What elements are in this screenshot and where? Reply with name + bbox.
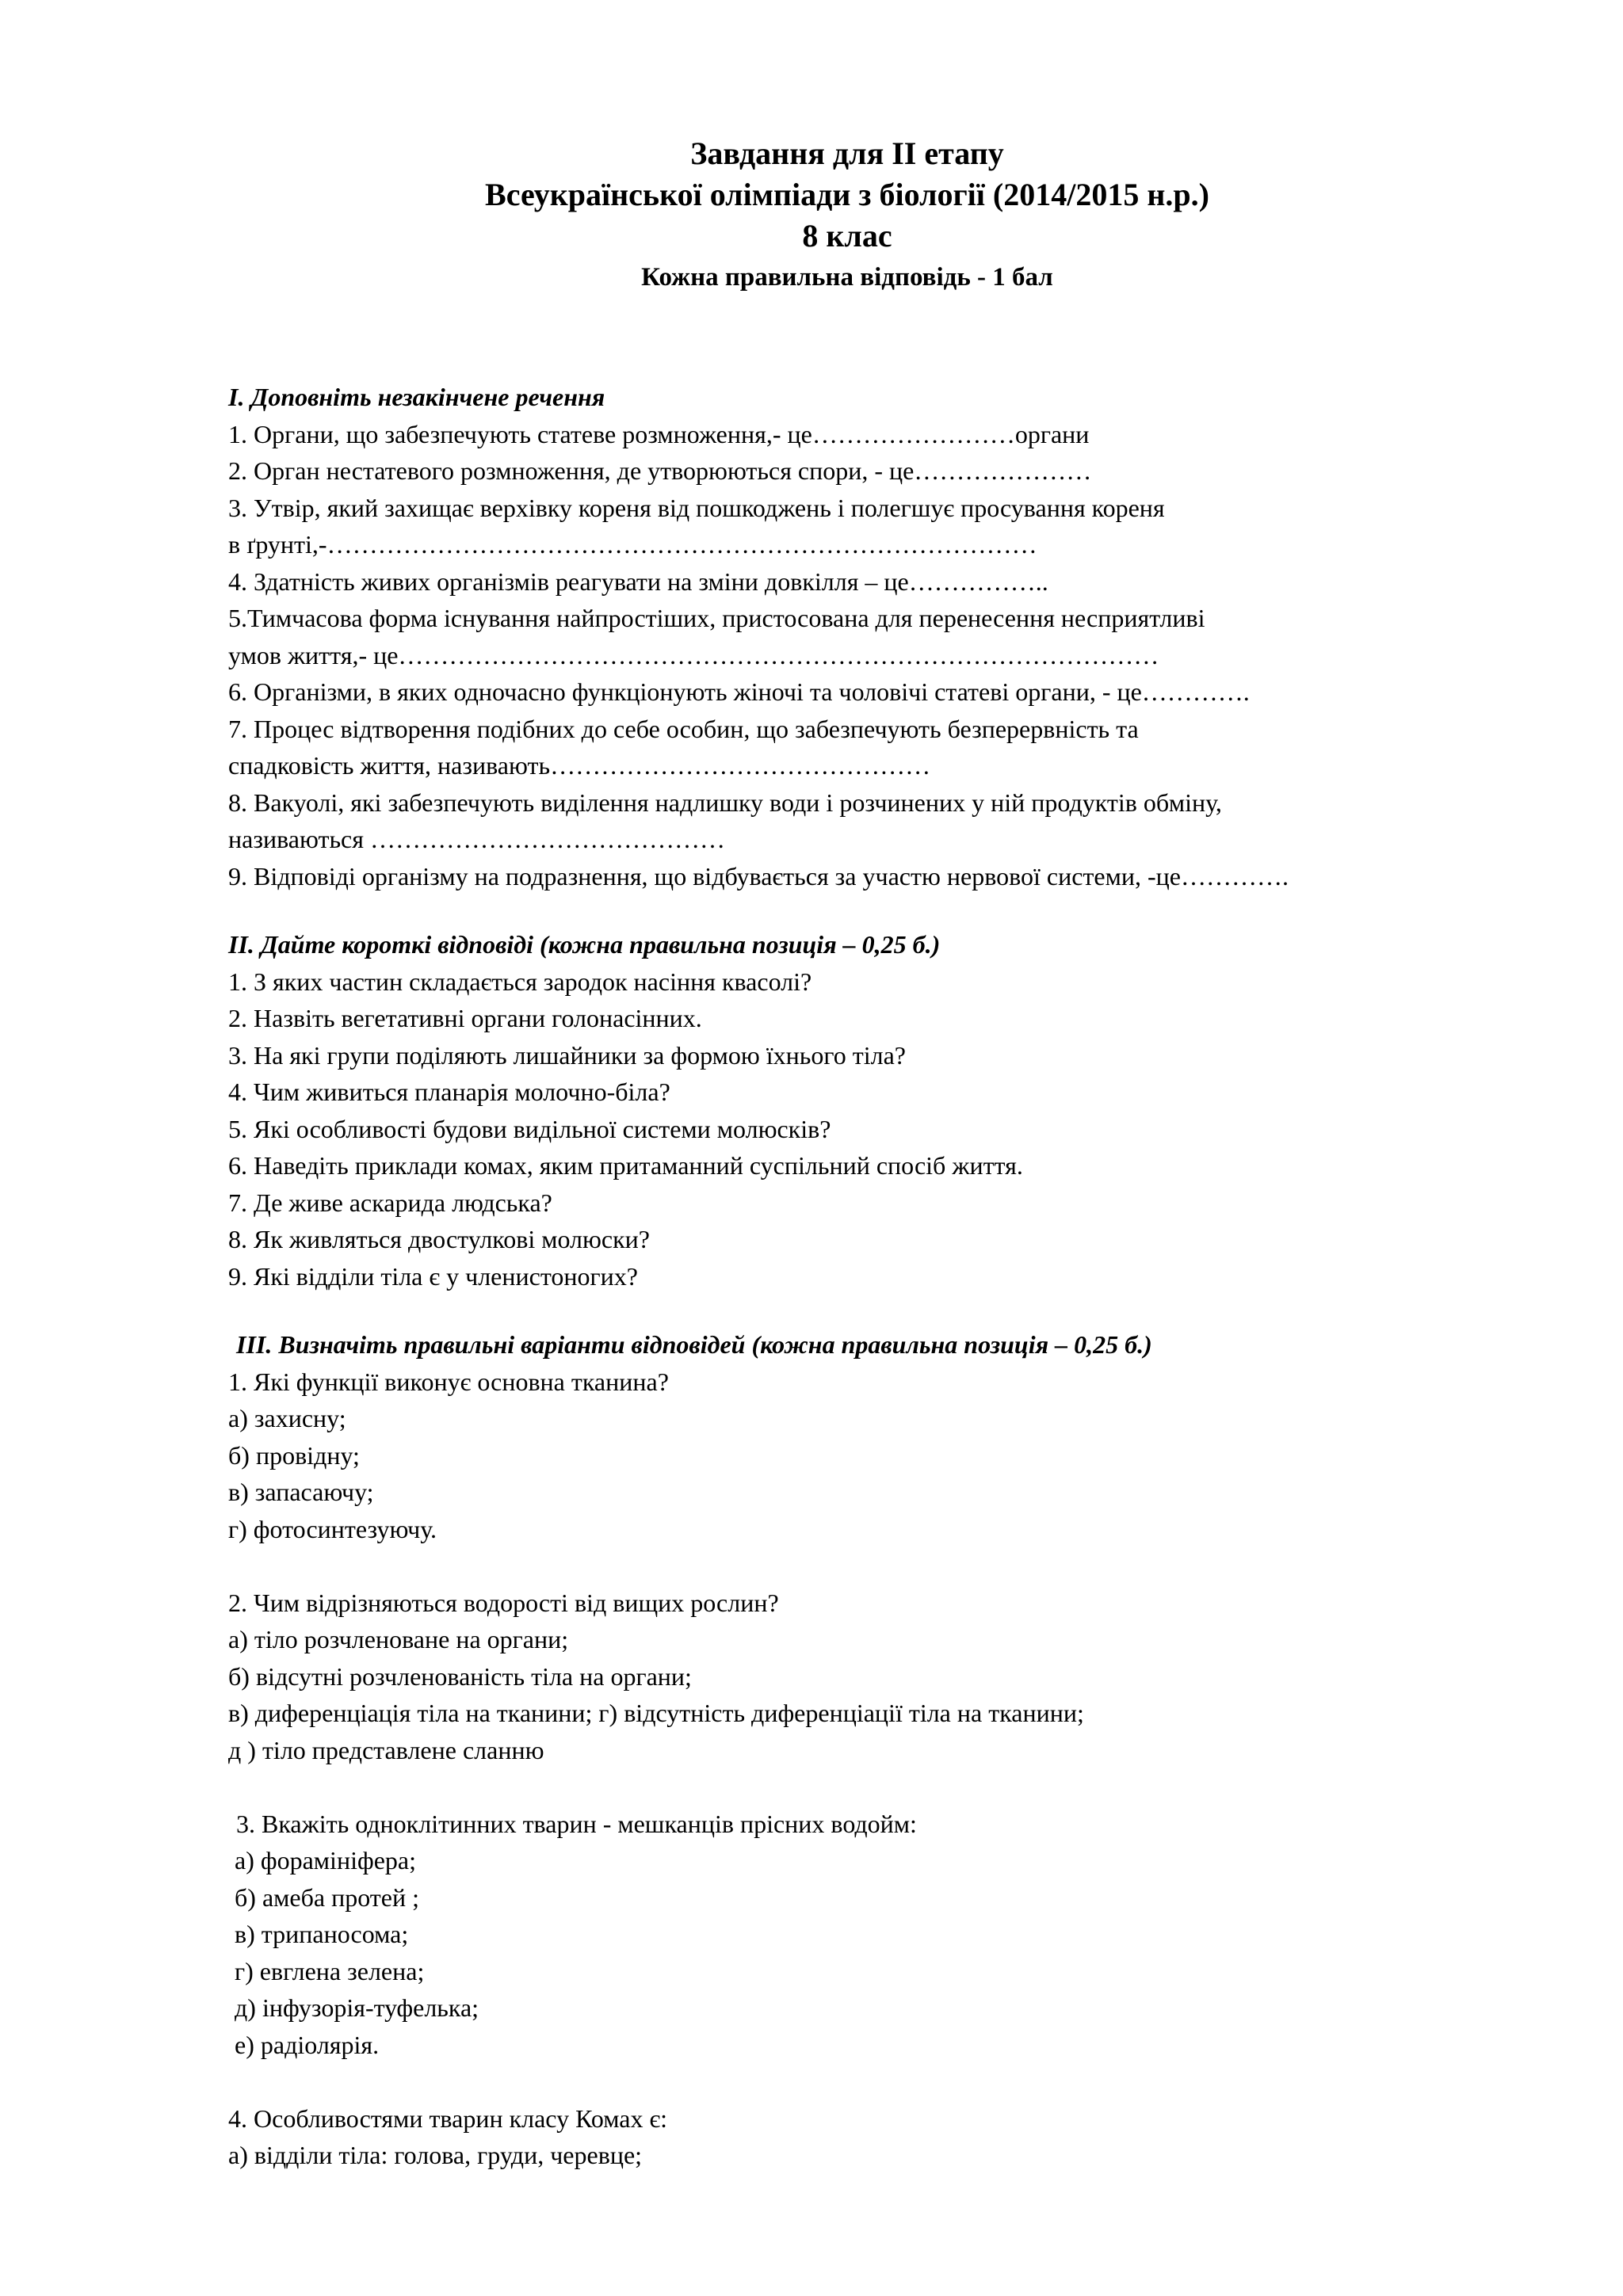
section-1-line: 4. Здатність живих організмів реагувати на зміни довкілля – це……………..	[228, 566, 1048, 596]
spacer	[228, 1547, 1496, 1585]
section-1-line: в ґрунті,-…………………………………………………………………………	[228, 530, 1037, 559]
title-line-2: Всеукраїнської олімпіади з біології (2014/2015 н.р.)	[485, 177, 1209, 212]
answer-option: е) радіолярія.	[235, 2030, 380, 2059]
section-2-question: 7. Де живе аскарида людська?	[228, 1188, 552, 1217]
answer-option: а) захисну;	[228, 1404, 346, 1432]
section-1-title: І. Доповніть незакінчене речення	[228, 383, 605, 411]
section-2-question: 9. Які відділи тіла є у членистоногих?	[228, 1261, 638, 1291]
answer-option: г) фотосинтезуючу.	[228, 1514, 437, 1543]
answer-option: в) трипаносома;	[235, 1920, 409, 1948]
document-body	[228, 379, 1496, 2174]
answer-option: а) відділи тіла: голова, груди, черевце;	[228, 2141, 643, 2169]
section-1-line: 5.Тимчасова форма існування найпростіших, пристосована для перенесення несприятливі	[228, 604, 1205, 632]
section-1-line: 2. Орган нестатевого розмноження, де утворюються спори, - це…………………	[228, 456, 1092, 485]
section-2-question: 2. Назвіть вегетативні органи голонасінних.	[228, 1004, 702, 1032]
section-1-line: називаються ……………………………………	[228, 825, 725, 853]
answer-option: в) диференціація тіла на тканини; г) відсутність диференціації тіла на тканини;	[228, 1699, 1084, 1727]
spacer	[228, 894, 1496, 926]
answer-option: д ) тіло представлене сланню	[228, 1735, 544, 1764]
section-2-question: 5. Які особливості будови видільної системи молюсків?	[228, 1114, 831, 1143]
section-1-line: 8. Вакуолі, які забезпечують виділення надлишку води і розчинених у ній продуктів обміну,	[228, 788, 1222, 817]
document-header	[0, 133, 1623, 296]
spacer	[228, 1295, 1496, 1326]
section-1-line: 6. Організми, в яких одночасно функціонують жіночі та чоловічі статеві органи, - це………….	[228, 677, 1250, 706]
section-3-question-2: 2. Чим відрізняються водорості від вищих рослин?	[228, 1588, 779, 1617]
answer-option: а) тіло розчленоване на органи;	[228, 1625, 569, 1653]
section-1-line: умов життя,- це………………………………………………………………………………	[228, 640, 1159, 669]
answer-option: в) запасаючу;	[228, 1478, 374, 1506]
section-2-question: 1. З яких частин складається зародок насіння квасолі?	[228, 967, 812, 996]
section-1-line: 9. Відповіді організму на подразнення, що відбувається за участю нервової системи, -це………….	[228, 861, 1289, 891]
spacer	[228, 2063, 1496, 2100]
section-3-question-3: 3. Вкажіть одноклітинних тварин - мешканців прісних водойм:	[236, 1809, 917, 1838]
answer-option: д) інфузорія-туфелька;	[235, 1993, 479, 2022]
answer-option: б) провідну;	[228, 1440, 360, 1470]
section-2-question: 3. На які групи поділяють лишайники за формою їхнього тіла?	[228, 1040, 906, 1070]
section-2-question: 8. Як живляться двостулкові молюски?	[228, 1225, 650, 1253]
scoring-note: Кожна правильна відповідь - 1 бал	[641, 263, 1053, 292]
section-1-line: спадковість життя, називають………………………………………	[228, 751, 931, 780]
section-2-question: 4. Чим живиться планарія молочно-біла?	[228, 1077, 670, 1106]
title-line-1: Завдання для ІІ етапу	[690, 135, 1004, 171]
section-1-line: 7. Процес відтворення подібних до себе особин, що забезпечують безперервність та	[228, 714, 1139, 743]
section-3-question-4: 4. Особливостями тварин класу Комах є:	[228, 2103, 668, 2133]
answer-option: б) відсутні розчленованість тіла на органи;	[228, 1661, 692, 1691]
section-3-question-1: 1. Які функції виконує основна тканина?	[228, 1367, 669, 1396]
grade-label: 8 клас	[802, 218, 892, 254]
answer-option: г) евглена зелена;	[235, 1956, 425, 1985]
answer-option: а) форамініфера;	[235, 1846, 416, 1875]
section-2-title: ІІ. Дайте короткі відповіді (кожна правильна позиція – 0,25 б.)	[228, 930, 941, 959]
answer-option: б) амеба протей ;	[235, 1882, 419, 1912]
section-2-question: 6. Наведіть приклади комах, яким притаманний суспільний спосіб життя.	[228, 1151, 1023, 1180]
spacer	[228, 1768, 1496, 1806]
section-1-line: 1. Органи, що забезпечують статеве розмноження,- це……………………органи	[228, 419, 1090, 448]
section-3-title: ІІІ. Визначіть правильні варіанти відповідей (кожна правильна позиція – 0,25 б.)	[236, 1330, 1152, 1359]
section-1-line: 3. Утвір, який захищає верхівку кореня від пошкоджень і полегшує просування кореня	[228, 493, 1165, 522]
